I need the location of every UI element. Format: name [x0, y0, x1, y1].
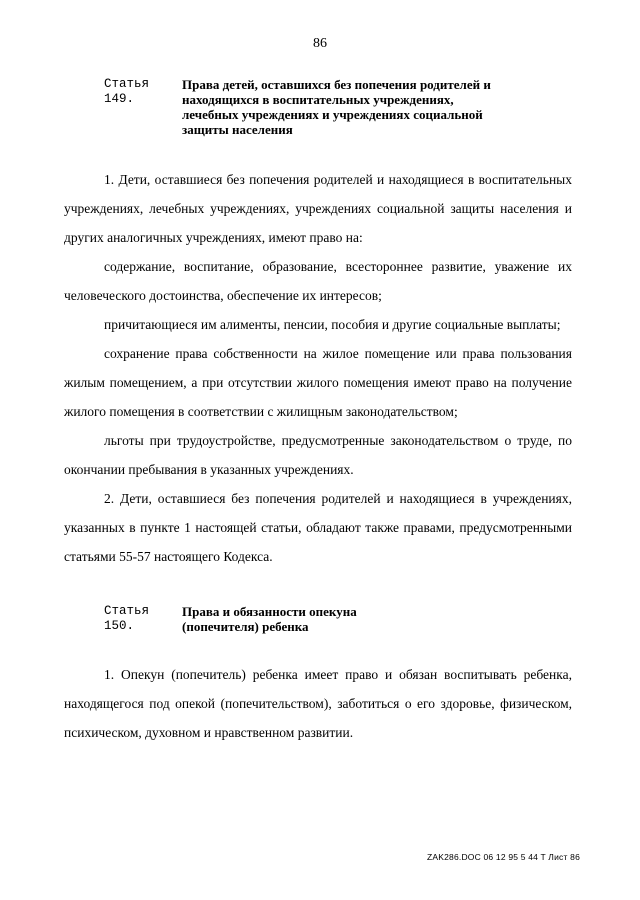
article-149-paragraph-2: содержание, воспитание, образование, всестороннее развитие, уважение их человеческого достоинства, обеспечение их интересов;: [64, 259, 572, 303]
article-149-paragraph-4: сохранение права собственности на жилое помещение или права пользования жилым помещением, а при отсутствии жилого помещения имеют право на получение жилого помещения в соответствии с жилищным законодательством;: [64, 346, 572, 419]
article-150-heading: [104, 604, 574, 634]
page-number: 86: [313, 36, 327, 51]
document-footer: ZAK286.DOC 06 12 95 5 44 T Лист 86: [426, 852, 580, 862]
article-149-heading: [104, 77, 574, 137]
article-150-title: [182, 604, 562, 634]
article-149-title-line: Права детей, оставшихся без попечения родителей и: [182, 77, 491, 92]
article-149-paragraph-6: 2. Дети, оставшиеся без попечения родителей и находящиеся в учреждениях, указанных в пункте 1 настоящей статьи, обладают также правами, предусмотренными статьями 55-57 настоящего Кодекса.: [64, 491, 572, 564]
article-149-prefix: Статья 149.: [104, 77, 150, 106]
article-149-paragraph-1: 1. Дети, оставшиеся без попечения родителей и находящиеся в воспитательных учреждениях, лечебных учреждениях, учреждениях социальной защиты населения и других аналогичных учреждениях, имеют право на:: [64, 172, 572, 245]
article-149-title-line: лечебных учреждениях и учреждениях социальной: [182, 107, 483, 122]
article-149-title-line: защиты населения: [182, 122, 293, 137]
article-149-paragraph-5: льготы при трудоустройстве, предусмотренные законодательством о труде, по окончании пребывания в указанных учреждениях.: [64, 433, 572, 477]
article-150-title-line: (попечителя) ребенка: [182, 619, 309, 634]
article-150-paragraph-1: 1. Опекун (попечитель) ребенка имеет право и обязан воспитывать ребенка, находящегося под опекой (попечительством), заботиться о его здоровье, физическом, психическом, духовном и нравственном развитии.: [64, 667, 572, 740]
article-150-prefix: Статья 150.: [104, 604, 150, 633]
article-149-paragraph-3: причитающиеся им алименты, пенсии, пособия и другие социальные выплаты;: [104, 317, 561, 332]
article-149-title: [182, 77, 562, 137]
article-149-title-line: находящихся в воспитательных учреждениях,: [182, 92, 454, 107]
article-150-title-line: Права и обязанности опекуна: [182, 604, 357, 619]
